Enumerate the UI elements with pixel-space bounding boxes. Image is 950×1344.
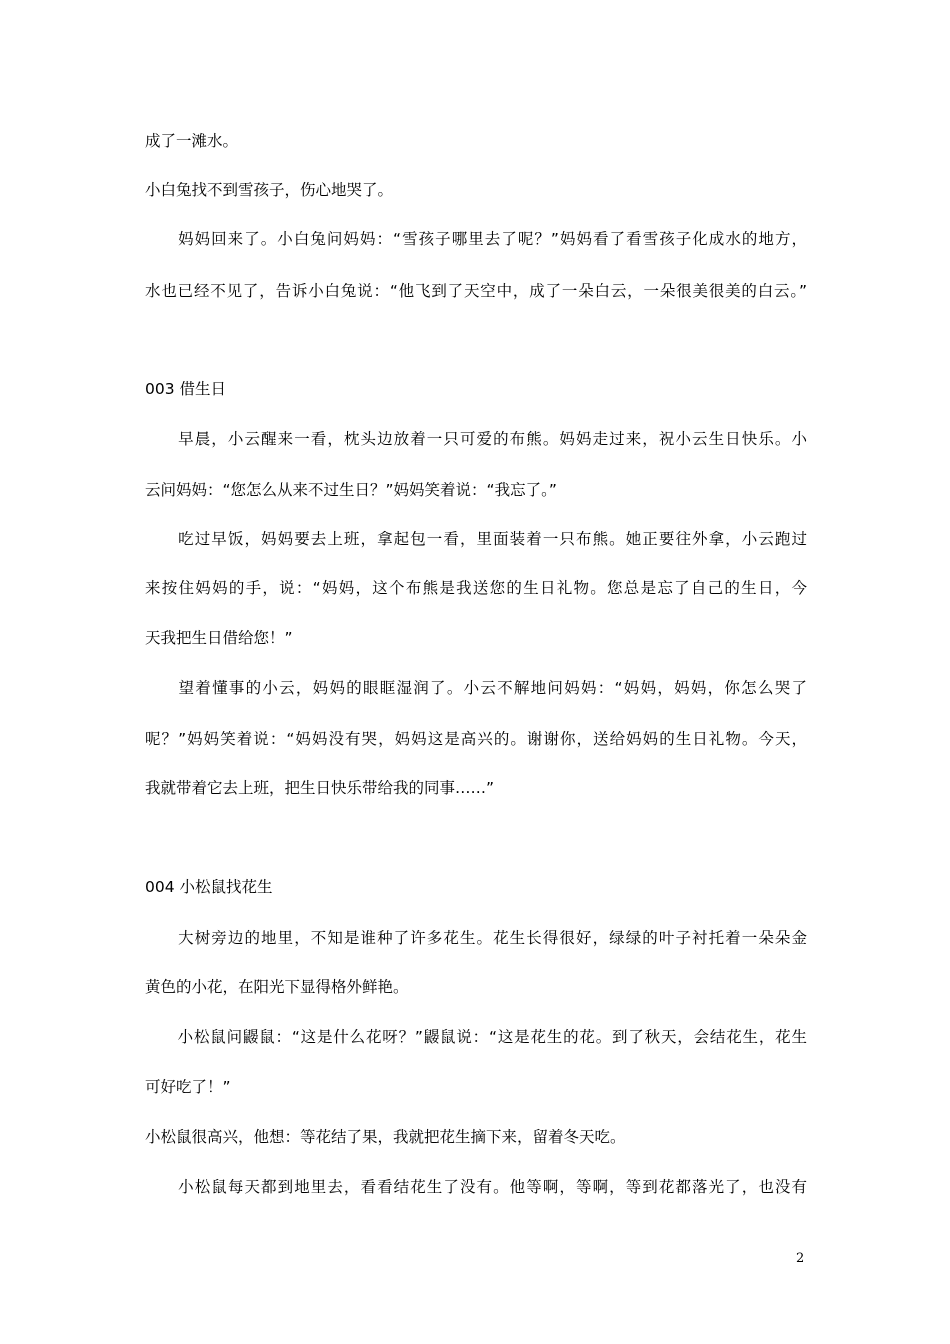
section-heading: 003 借生日 [145,380,227,398]
text-line: 小白兔找不到雪孩子，伤心地哭了。 [145,181,394,199]
text-line: 大树旁边的地里，不知是谁种了许多花生。花生长得很好，绿绿的叶子衬托着一朵朵金 [145,929,807,947]
text-line: 成了一滩水。 [145,132,239,150]
text-line: 吃过早饭，妈妈要去上班，拿起包一看，里面装着一只布熊。她正要往外拿，小云跑过 [145,530,807,548]
text-line: 早晨，小云醒来一看，枕头边放着一只可爱的布熊。妈妈走过来，祝小云生日快乐。小 [145,430,807,448]
text-line: 呢？”妈妈笑着说：“妈妈没有哭，妈妈这是高兴的。谢谢你，送给妈妈的生日礼物。今天， [145,730,807,748]
section-heading: 004 小松鼠找花生 [145,878,273,896]
text-line: 水也已经不见了，告诉小白兔说：“他飞到了天空中，成了一朵白云，一朵很美很美的白云。” [145,282,807,300]
text-line: 黄色的小花，在阳光下显得格外鲜艳。 [145,978,409,996]
text-line: 可好吃了！” [145,1078,231,1096]
page-number: 2 [796,1251,805,1266]
text-line: 云问妈妈：“您怎么从来不过生日？”妈妈笑着说：“我忘了。” [145,481,557,499]
text-line: 天我把生日借给您！” [145,629,293,647]
text-line: 小松鼠每天都到地里去，看看结花生了没有。他等啊，等啊，等到花都落光了，也没有 [145,1178,807,1196]
text-line: 小松鼠很高兴，他想：等花结了果，我就把花生摘下来，留着冬天吃。 [145,1128,626,1146]
text-line: 望着懂事的小云，妈妈的眼眶湿润了。小云不解地问妈妈：“妈妈，妈妈，你怎么哭了 [145,679,807,697]
text-line: 小松鼠问鼹鼠：“这是什么花呀？”鼹鼠说：“这是花生的花。到了秋天，会结花生，花生 [145,1028,807,1046]
text-line: 来按住妈妈的手，说：“妈妈，这个布熊是我送您的生日礼物。您总是忘了自己的生日，今 [145,579,807,597]
text-line: 妈妈回来了。小白兔问妈妈：“雪孩子哪里去了呢？”妈妈看了看雪孩子化成水的地方， [145,230,807,248]
text-line: 我就带着它去上班，把生日快乐带给我的同事……” [145,779,495,797]
